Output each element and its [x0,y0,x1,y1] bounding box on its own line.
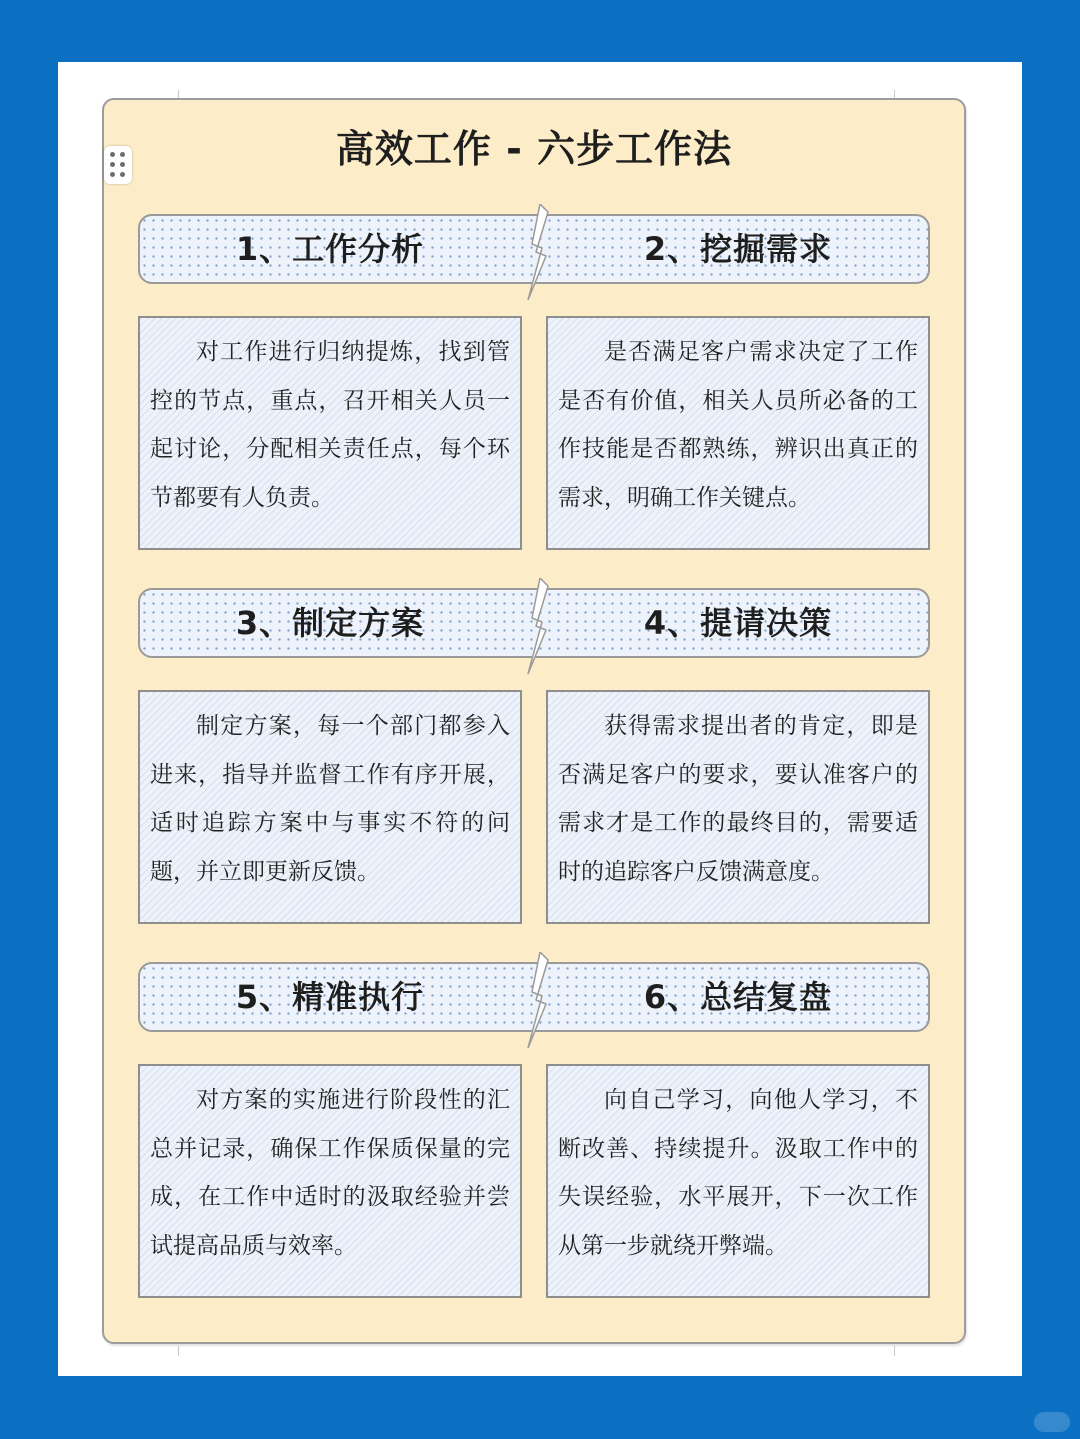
step-4-description: 获得需求提出者的肯定，即是否满足客户的要求，要认准客户的需求才是工作的最终目的，需要适时的追踪客户反馈满意度。 [558,713,918,885]
step-3-description-box [138,690,522,924]
step-2-description-box [546,316,930,550]
watermark-badge [1034,1412,1070,1432]
page-title: 高效工作 - 六步工作法 [335,127,733,171]
step-header-bar-3-4 [138,588,930,658]
step-5-description: 对方案的实施进行阶段性的汇总并记录，确保工作保质保量的完成，在工作中适时的汲取经验并尝试提高品质与效率。 [150,1087,510,1259]
step-4-label: 4、提请决策 [643,604,833,642]
step-header-bar-1-2 [138,214,930,284]
step-5-description-box [138,1064,522,1298]
step-1-description: 对工作进行归纳提炼，找到管控的节点，重点，召开相关人员一起讨论，分配相关责任点，每个环节都要有人负责。 [150,339,510,511]
step-3-label: 3、制定方案 [235,604,425,642]
crop-mark-bottom-left [168,1346,179,1356]
step-1-label: 1、工作分析 [235,230,425,268]
step-6-label: 6、总结复盘 [643,978,833,1016]
step-3-description: 制定方案，每一个部门都参入进来，指导并监督工作有序开展，适时追踪方案中与事实不符的问题，并立即更新反馈。 [150,713,510,885]
step-5-label: 5、精准执行 [235,978,425,1016]
step-4-description-box [546,690,930,924]
step-6-description-box [546,1064,930,1298]
step-1-description-box [138,316,522,550]
step-2-label: 2、挖掘需求 [643,230,833,268]
crop-mark-bottom-right [894,1346,905,1356]
step-header-bar-5-6 [138,962,930,1032]
step-2-description: 是否满足客户需求决定了工作是否有价值，相关人员所必备的工作技能是否都熟练，辨识出真正的需求，明确工作关键点。 [558,339,918,511]
step-6-description: 向自己学习，向他人学习，不断改善、持续提升。汲取工作中的失误经验，水平展开，下一次工作从第一步就绕开弊端。 [558,1087,918,1259]
